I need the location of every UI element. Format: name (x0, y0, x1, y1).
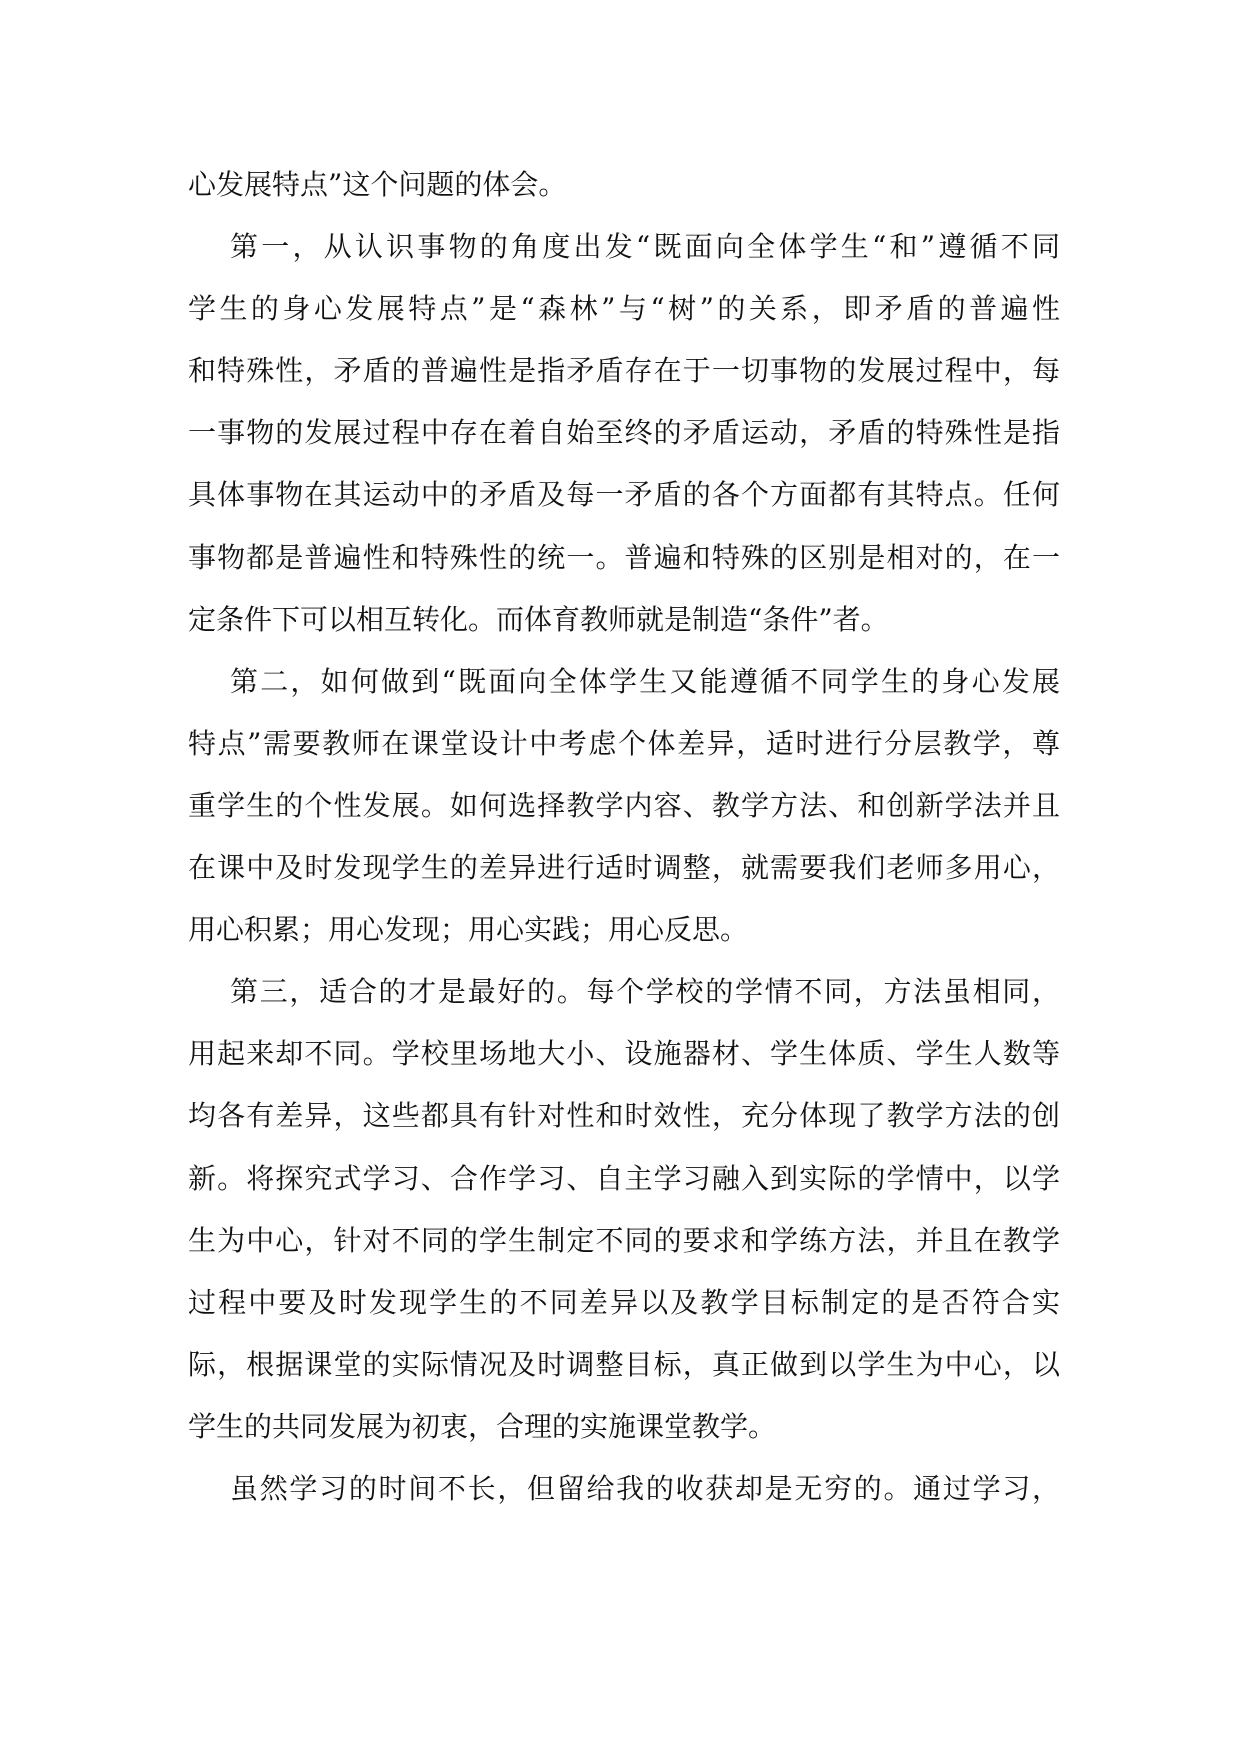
text-line: 一事物的发展过程中存在着自始至终的矛盾运动，矛盾的特殊性是指 (188, 416, 1060, 450)
text-line: 学生的共同发展为初衷，合理的实施课堂教学。 (188, 1409, 777, 1443)
text-line: 新。将探究式学习、合作学习、自主学习融入到实际的学情中，以学 (188, 1161, 1060, 1195)
text-line: 具体事物在其运动中的矛盾及每一矛盾的各个方面都有其特点。任何 (188, 478, 1060, 512)
text-line: 虽然学习的时间不长，但留给我的收获却是无穷的。通过学习， (230, 1471, 1060, 1505)
text-line: 用起来却不同。学校里场地大小、设施器材、学生体质、学生人数等 (188, 1037, 1060, 1071)
text-line: 际，根据课堂的实际情况及时调整目标，真正做到以学生为中心，以 (188, 1347, 1060, 1381)
text-line: 和特殊性，矛盾的普遍性是指矛盾存在于一切事物的发展过程中，每 (188, 354, 1060, 388)
text-line: 第三，适合的才是最好的。每个学校的学情不同，方法虽相同， (230, 975, 1060, 1009)
text-line: 第二，如何做到“既面向全体学生又能遵循不同学生的身心发展 (230, 664, 1060, 698)
text-line: 在课中及时发现学生的差异进行适时调整，就需要我们老师多用心， (188, 851, 1060, 885)
text-line: 学生的身心发展特点”是“森林”与“树”的关系，即矛盾的普遍性 (188, 292, 1060, 326)
text-line: 重学生的个性发展。如何选择教学内容、教学方法、和创新学法并且 (188, 788, 1060, 822)
body-text (188, 154, 1060, 1520)
text-line: 生为中心，针对不同的学生制定不同的要求和学练方法，并且在教学 (188, 1223, 1060, 1257)
text-line: 均各有差异，这些都具有针对性和时效性，充分体现了教学方法的创 (188, 1099, 1060, 1133)
text-line: 定条件下可以相互转化。而体育教师就是制造“条件”者。 (188, 602, 889, 636)
text-line: 事物都是普遍性和特殊性的统一。普遍和特殊的区别是相对的，在一 (188, 540, 1060, 574)
text-line: 第一，从认识事物的角度出发“既面向全体学生“和”遵循不同 (230, 230, 1060, 264)
text-line: 过程中要及时发现学生的不同差异以及教学目标制定的是否符合实 (188, 1285, 1060, 1319)
text-line: 特点”需要教师在课堂设计中考虑个体差异，适时进行分层教学，尊 (188, 726, 1060, 760)
text-line: 心发展特点”这个问题的体会。 (188, 168, 567, 201)
text-line: 用心积累；用心发现；用心实践；用心反思。 (188, 913, 749, 947)
